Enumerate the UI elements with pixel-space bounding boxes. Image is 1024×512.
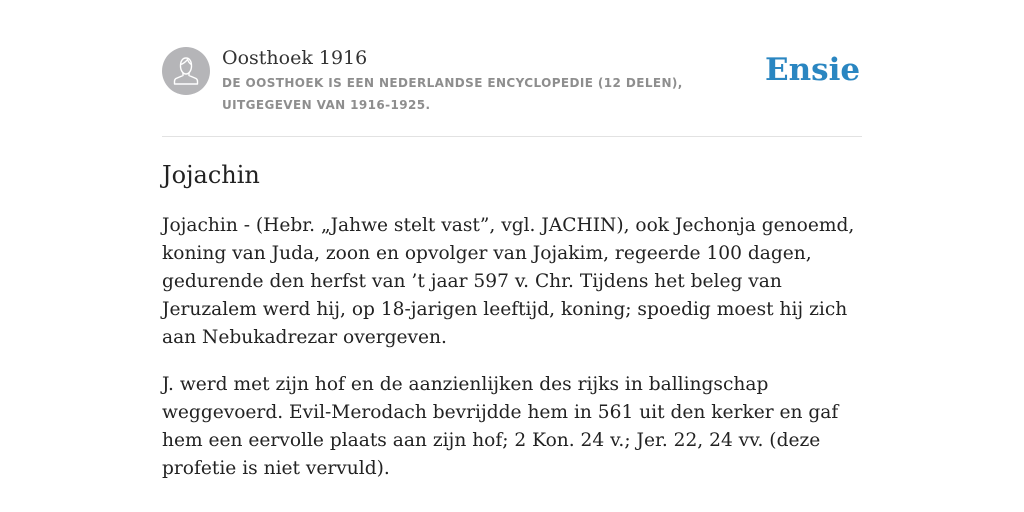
person-silhouette-icon	[162, 47, 210, 95]
avatar[interactable]	[162, 47, 210, 95]
source-title[interactable]: Oosthoek 1916	[222, 47, 368, 69]
brand-logo[interactable]: Ensie	[765, 52, 861, 88]
article-paragraph: Jojachin - (Hebr. „Jahwe stelt vast”, vgl. JACHIN), ook Jechonja genoemd, koning van Juda, zoon en opvolger van Jojakim, regeerde 100 dagen, gedurende den herfst van ’t jaar 597 v. Chr. Tijdens het beleg van Jeruzalem werd hij, op 18-jarigen leeftijd, koning; spoedig moest hij zich aan Nebukadrezar overgeven.	[162, 215, 855, 348]
source-description: DE OOSTHOEK IS EEN NEDERLANDSE ENCYCLOPEDIE (12 DELEN), UITGEGEVEN VAN 1916-1925.	[222, 76, 683, 112]
article-paragraph: J. werd met zijn hof en de aanzienlijken des rijks in ballingschap weggevoerd. Evil-Merodach bevrijdde hem in 561 uit den kerker en gaf hem een eervolle plaats aan zijn hof; 2 Kon. 24 v.; Jer. 22, 24 vv. (deze profetie is niet vervuld).	[162, 374, 839, 479]
article-title: Jojachin	[162, 161, 260, 189]
article-body	[162, 212, 862, 502]
source-header	[162, 44, 862, 137]
